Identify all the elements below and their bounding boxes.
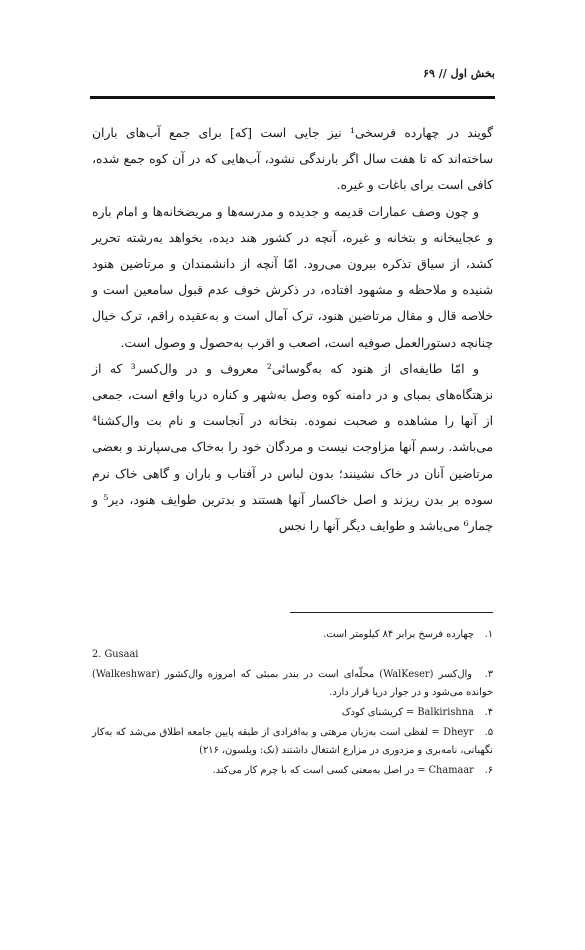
footnote-5 [92,724,493,760]
paragraph-3: و امّا طایفه‌ای از هنود که به‌گوسائی² معروف و در وال‌کسر³ که از نزهتگاه‌های بمبای و در دامنه کوه وصل به‌شهر و کناره دریا واقع است، جمعی از آنها را مشاهده و صحبت نموده. بتخانه در آنجاست و نام بت وال‌کشنا⁴ می‌باشد. رسم آنها مزاوجت نیست و مردگان خود را به‌خاک می‌سپارند و بعضی مرتاضین آنان در خاک نشینند؛ بدون لباس در آفتاب و باران و گاهی خاک نرم سوده بر بدن ریزند و اصل خاکسار آنها هستند و بدترین طوایف هنود، دیر⁵ و چمار⁶ می‌باشد و طوایف دیگر آنها را نجس [92,361,493,534]
footnote-number: ۱. [484,629,493,640]
footnote-text: 2. Gusaai [92,649,139,660]
paragraph-2: و چون وصف عمارات قدیمه و جدیده و مدرسه‌ها و مریضخانه‌ها و امام باره و عجایبخانه و بتخانه و غیره، آنچه در کشور هند دیده، بخواهد به‌رشته تحریر کشد، از سیاق تذکره بیرون می‌رود. امّا آنچه از دانشمندان و مرتاضین هنود شنیده و ملاحظه و مشهود افتاده، در ذکرش خوف عدم قبول سامعین است و خلاصه قال و مقال مرتاضین هنود، ترک آمال است و به‌عقیده راقم، ترک خیال چنانچه دستورالعمل صوفیه است، اصعب و اقرب به‌حصول و وصول است. [92,204,493,350]
running-title: بخش اول // ۶۹ [423,67,495,80]
footnote-text: وال‌کسر (WalKeser) محلّه‌ای است در بندر بمبئی که امروزه وال‌کشور (Walkeshwar) خوانده می‌شود و در جوار دریا قرار دارد. [92,669,493,698]
running-header [90,62,495,86]
footnote-rule [290,612,493,613]
footnotes [92,626,493,782]
footnote-text: Balkirishna = کریشنای کودک [341,707,474,718]
footnote-3 [92,666,493,702]
footnote-6 [92,762,493,780]
footnote-number: ۳. [484,669,493,680]
footnote-1 [92,626,493,644]
footnote-text: Dheyr = لفظی است به‌زبان مرهتی و به‌افرادی از طبقه پایین جامعه اطلاق می‌شد که به‌کار نگهبانی، نامه‌بری و مزدوری در مزارع اشتغال داشتند (نک: ویلسون، ۲۱۶) [92,727,493,756]
footnote-number: ۵. [484,727,493,738]
paragraph-1: گویند در چهارده فرسخی¹ نیز جایی است [که] برای جمع آب‌های باران ساخته‌اند که تا هفت سال اگر بارندگی نشود، آب‌هایی که در آن کوه جمع شده، کافی است برای باغات و غیره. [92,126,493,193]
footnote-text: چهارده فرسخ برابر ۸۴ کیلومتر است. [323,629,474,640]
footnote-2 [92,646,493,664]
footnote-number: ۴. [484,707,493,718]
footnote-text: Chamaar = در اصل به‌معنی کسی است که با چرم کار می‌کند. [212,765,474,776]
footnote-number: ۶. [484,765,493,776]
body-text [92,120,493,539]
header-rule [90,96,495,99]
footnote-4 [92,704,493,722]
